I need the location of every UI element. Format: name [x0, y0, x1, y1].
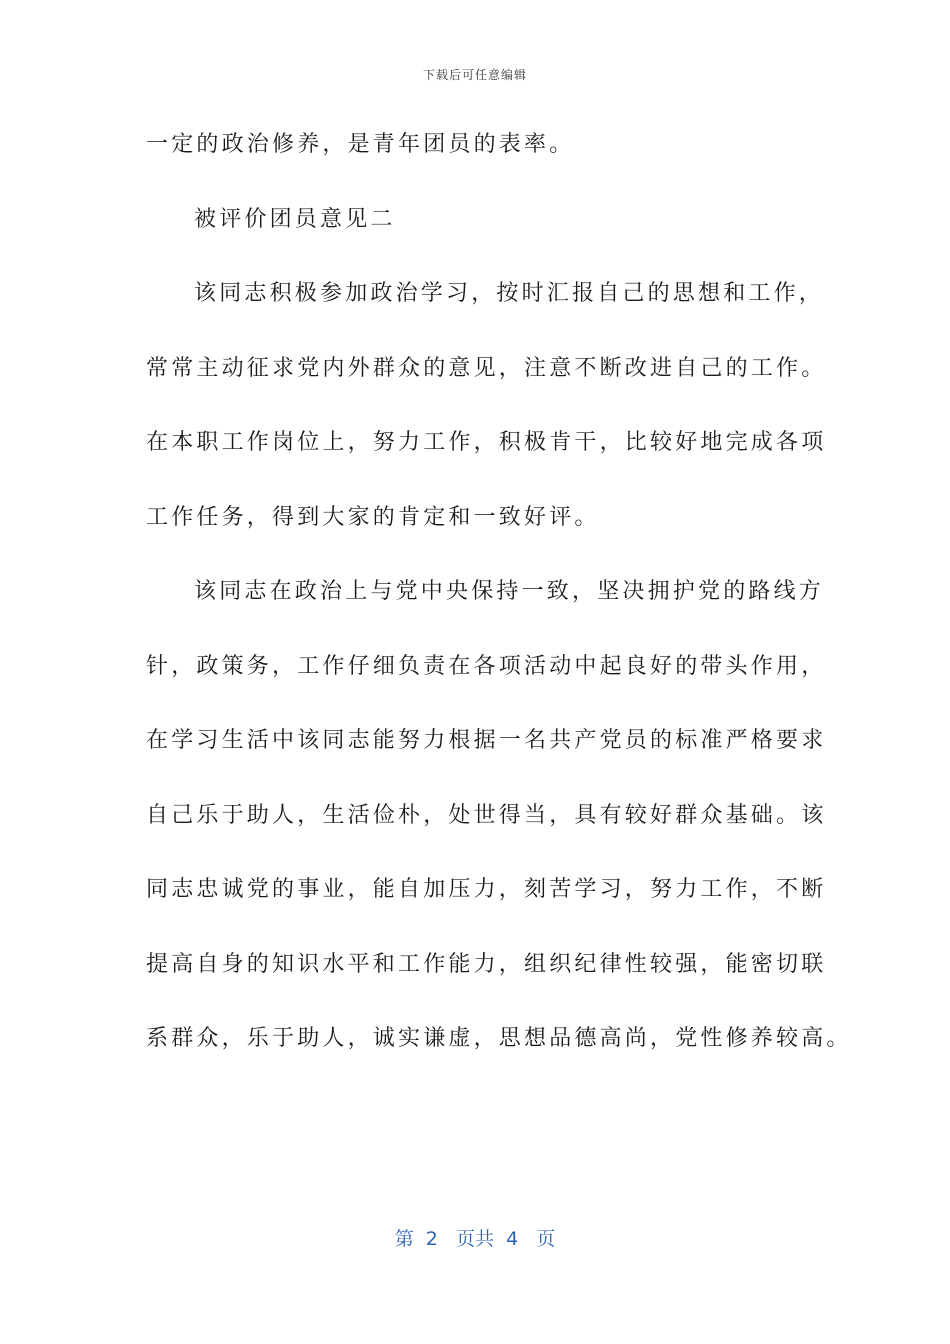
text-line: 系群众，乐于助人，诚实谦虚，思想品德高尚，党性修养较高。 [146, 1026, 852, 1051]
text-line: 常常主动征求党内外群众的意见，注意不断改进自己的工作。 [146, 355, 827, 381]
section-heading: 被评价团员意见二 [194, 206, 396, 232]
page-number: 第 2 页共 4 页 [394, 1228, 556, 1250]
text-line: 一定的政治修养，是青年团员的表率。 [146, 132, 575, 157]
page-header-note: 下载后可任意编辑 [422, 68, 527, 82]
text-line: 在本职工作岗位上，努力工作，积极肯干，比较好地完成各项 [146, 430, 827, 455]
text-line: 自己乐于助人，生活俭朴，处世得当，具有较好群众基础。该 [146, 802, 827, 828]
text-line: 同志忠诚党的事业，能自加压力，刻苦学习，努力工作，不断 [146, 877, 827, 902]
text-line: 针，政策务，工作仔细负责在各项活动中起良好的带头作用， [146, 653, 827, 679]
text-line: 在学习生活中该同志能努力根据一名共产党员的标准严格要求 [146, 728, 827, 753]
text-line: 提高自身的知识水平和工作能力，组织纪律性较强，能密切联 [146, 951, 827, 977]
document-body [146, 118, 852, 1087]
text-line: 该同志积极参加政治学习，按时汇报自己的思想和工作， [194, 281, 825, 306]
text-line: 工作任务，得到大家的肯定和一致好评。 [146, 504, 600, 530]
text-line: 该同志在政治上与党中央保持一致，坚决拥护党的路线方 [194, 579, 825, 604]
